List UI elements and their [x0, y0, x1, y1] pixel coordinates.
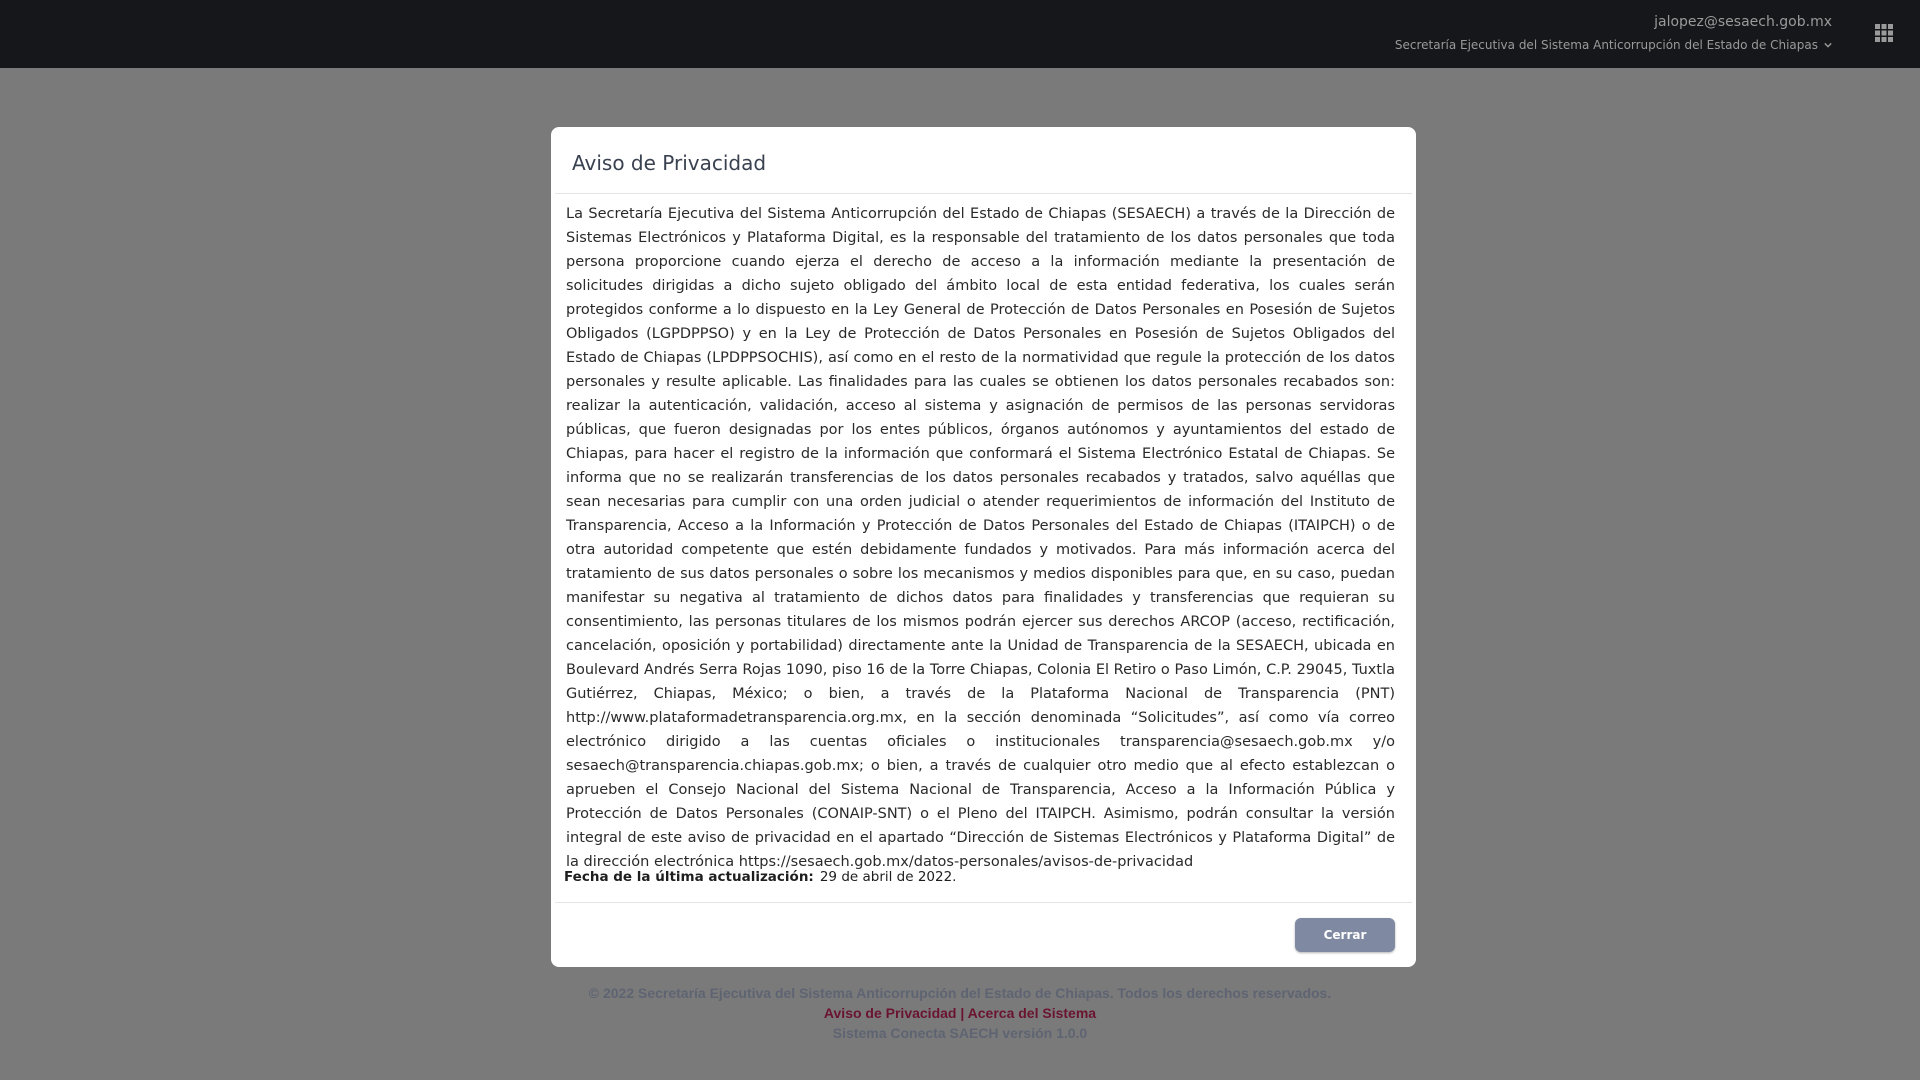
footer-links	[0, 1003, 1920, 1023]
user-email: jalopez@sesaech.gob.mx	[1654, 14, 1832, 30]
organization-label: Secretaría Ejecutiva del Sistema Anticorrupción del Estado de Chiapas	[1394, 38, 1818, 52]
last-update-date: 29 de abril de 2022.	[819, 869, 957, 885]
top-navbar	[0, 0, 1920, 68]
close-button[interactable]: Cerrar	[1295, 918, 1395, 952]
copyright-text: © 2022 Secretaría Ejecutiva del Sistema Anticorrupción del Estado de Chiapas. Todos los derechos reservados.	[588, 985, 1332, 1001]
version-text: Sistema Conecta SAECH versión 1.0.0	[832, 1025, 1088, 1041]
privacy-notice-text: La Secretaría Ejecutiva del Sistema Anticorrupción del Estado de Chiapas (SESAECH) a través de la Dirección de Sistemas Electrónicos y Plataforma Digital, es la responsable del tratamiento de los datos personales que toda persona proporcione cuando ejerza el derecho de acceso a la información mediante la presentación de solicitudes dirigidas a dicho sujeto obligado del ámbito local de esta entidad federativa, los cuales serán protegidos conforme a lo dispuesto en la Ley General de Protección de Datos Personales en Posesión de Sujetos Obligados (LGPDPPSO) y en la Ley de Protección de Datos Personales en Posesión de Sujetos Obligados del Estado de Chiapas (LPDPPSOCHIS), así como en el resto de la normatividad que regule la protección de los datos personales y resulte aplicable. Las finalidades para las cuales se obtienen los datos personales recabados son: realizar la autenticación, validación, acceso al sistema y asignación de permisos de las personas servidoras públicas, que fueron designadas por los entes públicos, órganos autónomos y ayuntamientos del estado de Chiapas, para hacer el registro de la información que conformará el Sistema Electrónico Estatal de Chiapas. Se informa que no se realizarán transferencias de los datos personales recabados y tratados, salvo aquéllas que sean necesarias para cumplir con una orden judicial o atender requerimientos de información del Instituto de Transparencia, Acceso a la Información y Protección de Datos Personales del Estado de Chiapas (ITAIPCH) o de otra autoridad competente que estén debidamente fundados y motivados. Para más información acerca del tratamiento de sus datos personales o sobre los mecanismos y medios disponibles para que, en su caso, puedan manifestar su negativa al tratamiento de dichos datos para finalidades y transferencias que requieran su consentimiento, las personas titulares de los mismos podrán ejercer sus derechos ARCOP (acceso, rectificación, cancelación, oposición y portabilidad) directamente ante la Unidad de Transparencia de la SESAECH, ubicada en Boulevard Andrés Serra Rojas 1090, piso 16 de la Torre Chiapas, Colonia El Retiro o Paso Limón, C.P. 29045, Tuxtla Gutiérrez, Chiapas, México; o bien, a través de la Plataforma Nacional de Transparencia (PNT) http://www.plataformadetransparencia.org.mx, en la sección denominada “Solicitudes”, así como vía correo electrónico dirigido a las cuentas oficiales o institucionales transparencia@sesaech.gob.mx y/o sesaech@transparencia.chiapas.gob.mx; o bien, a través de cualquier otro medio que al efecto establezcan o aprueben el Consejo Nacional del Sistema Nacional de Transparencia, Acceso a la Información Pública y Protección de Datos Personales (CONAIP-SNT) o el Pleno del ITAIPCH. Asimismo, podrán consultar la versión integral de este aviso de privacidad en el apartado “Dirección de Sistemas Electrónicos y Plataforma Digital” de la dirección electrónica https://sesaech.gob.mx/datos-personales/avisos-de-privacidad	[566, 206, 1395, 870]
grid-icon[interactable]	[1875, 24, 1893, 42]
modal-title: Aviso de Privacidad	[572, 151, 767, 175]
organization-selector[interactable]	[1395, 37, 1832, 53]
chevron-down-icon	[1824, 41, 1832, 49]
privacy-modal	[551, 127, 1416, 967]
privacy-notice-link[interactable]: Aviso de Privacidad	[823, 1005, 957, 1021]
last-update-line	[564, 867, 956, 887]
last-update-label: Fecha de la última actualización:	[564, 869, 814, 885]
footer-separator: |	[960, 1005, 965, 1021]
modal-footer-divider	[555, 902, 1412, 903]
about-system-link[interactable]: Acerca del Sistema	[967, 1005, 1097, 1021]
modal-header-divider	[555, 193, 1412, 194]
page-footer	[0, 983, 1920, 1043]
